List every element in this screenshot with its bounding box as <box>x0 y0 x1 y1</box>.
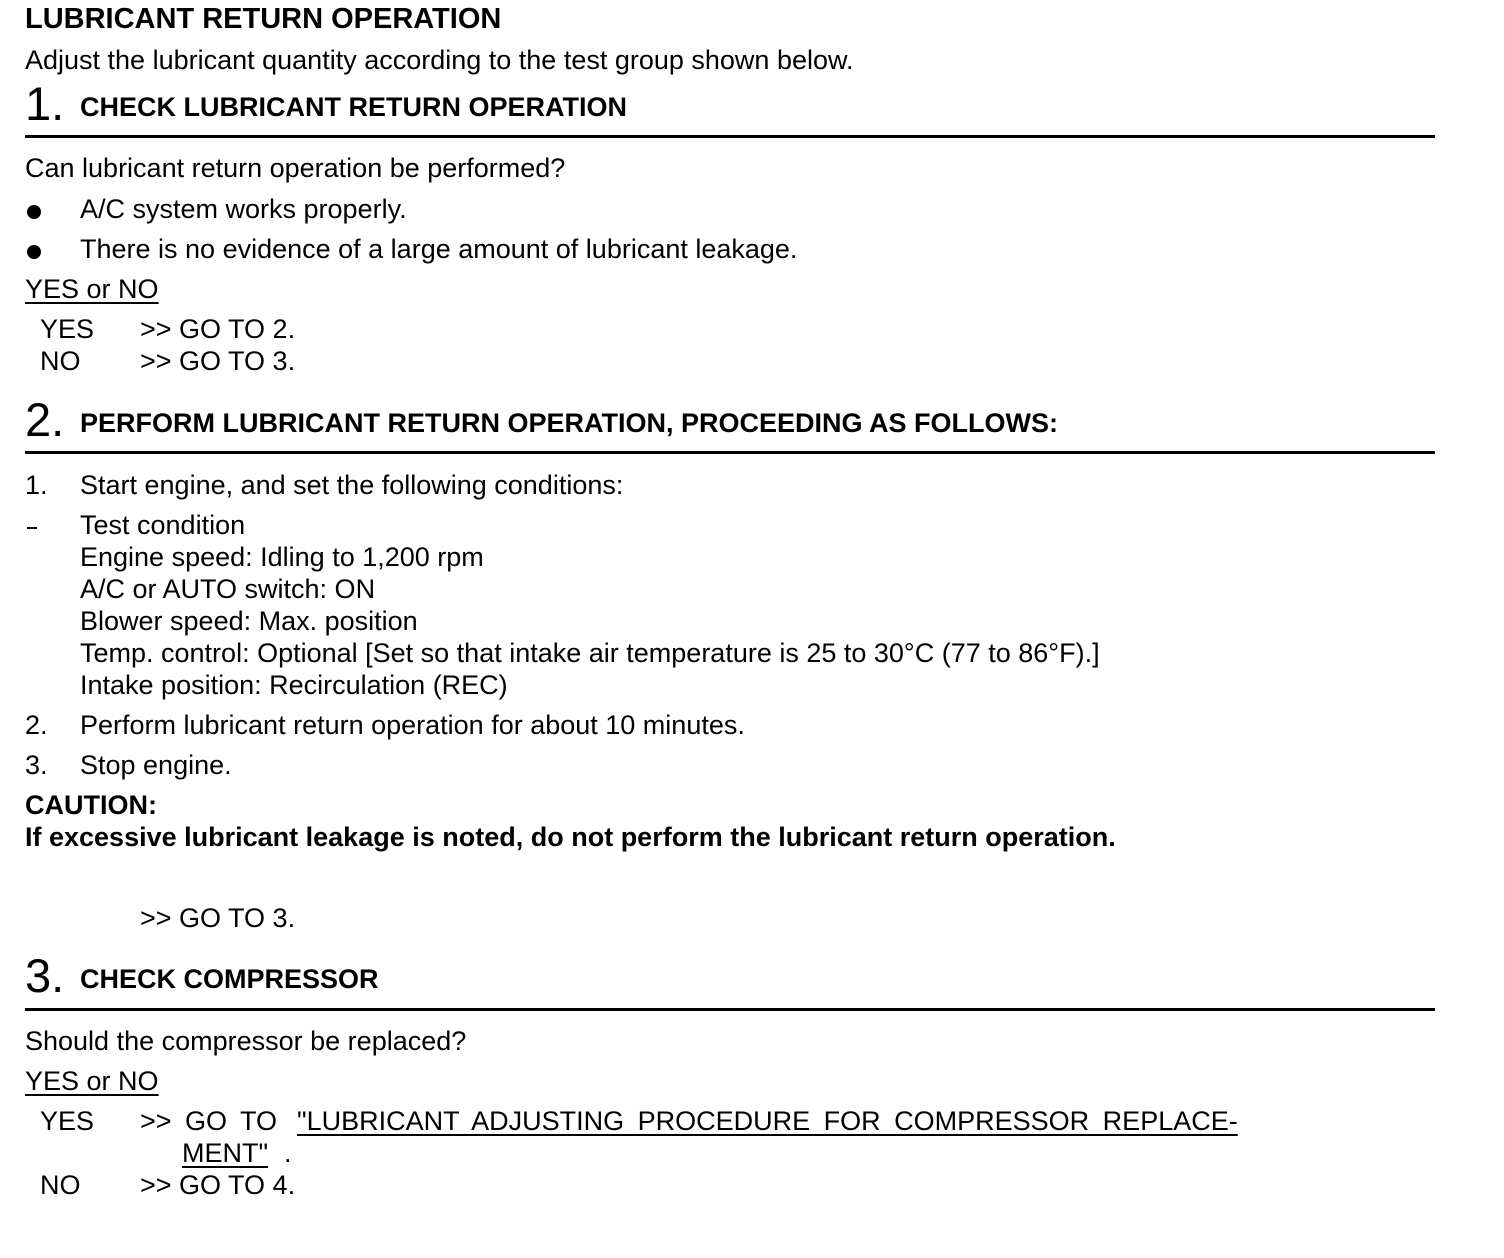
step-3-answer-no-label: NO <box>40 1170 81 1200</box>
step-1-heading: CHECK LUBRICANT RETURN OPERATION <box>80 92 627 122</box>
step-2-item-text: Stop engine. <box>80 750 232 780</box>
step-1-number: 1. <box>25 77 65 130</box>
step-1-bullet: There is no evidence of a large amount of lubricant leakage. <box>80 234 798 264</box>
condition-line: Engine speed: Idling to 1,200 rpm <box>80 542 484 572</box>
step-1-question: Can lubricant return operation be performed? <box>25 153 566 183</box>
caution-text: If excessive lubricant leakage is noted, do not perform the lubricant return operation. <box>25 822 1116 852</box>
step-2-rule <box>25 451 1435 454</box>
condition-line: A/C or AUTO switch: ON <box>80 574 376 604</box>
step-3-number: 3. <box>25 949 65 1002</box>
step-1-answer-no-action: >> GO TO 3. <box>140 346 296 376</box>
step-3-yes-or-no: YES or NO <box>25 1066 159 1096</box>
step-2-item-text: Perform lubricant return operation for about 10 minutes. <box>80 710 745 740</box>
step-3-answer-yes-label: YES <box>40 1106 95 1136</box>
step-2-item-marker: 2. <box>25 710 48 740</box>
step-2-item-marker: 3. <box>25 750 48 780</box>
condition-line: Temp. control: Optional [Set so that intake air temperature is 25 to 30°C (77 to 86°F).] <box>80 638 1100 668</box>
step-3-question: Should the compressor be replaced? <box>25 1026 467 1056</box>
bullet-dot-icon <box>27 245 41 259</box>
compressor-replacement-link[interactable]: "LUBRICANT ADJUSTING PROCEDURE FOR COMPRESSOR REPLACE- <box>297 1106 1238 1136</box>
step-3-rule <box>25 1008 1435 1011</box>
step-2-heading: PERFORM LUBRICANT RETURN OPERATION, PROCEEDING AS FOLLOWS: <box>80 408 1058 438</box>
compressor-replacement-link-cont[interactable]: MENT" <box>182 1138 269 1168</box>
document-title: LUBRICANT RETURN OPERATION <box>25 3 502 35</box>
caution-label: CAUTION: <box>25 790 157 820</box>
step-3-answer-yes-suffix: . <box>284 1138 292 1168</box>
step-1-answer-yes-label: YES <box>40 314 95 344</box>
dash-icon <box>27 527 37 529</box>
step-3-answer-no-action: >> GO TO 4. <box>140 1170 296 1200</box>
step-1-answer-yes-action: >> GO TO 2. <box>140 314 296 344</box>
step-2-item-text: Start engine, and set the following conditions: <box>80 470 624 500</box>
step-1-bullet: A/C system works properly. <box>80 194 407 224</box>
condition-line: Blower speed: Max. position <box>80 606 418 636</box>
step-1-yes-or-no: YES or NO <box>25 274 159 304</box>
step-3-answer-yes-prefix: >> GO TO <box>140 1106 278 1136</box>
step-1-answer-no-label: NO <box>40 346 81 376</box>
step-2-item-marker: 1. <box>25 470 48 500</box>
intro-text: Adjust the lubricant quantity according to the test group shown below. <box>25 45 854 75</box>
step-2-number: 2. <box>25 393 65 446</box>
step-1-rule <box>25 135 1435 138</box>
step-2-goto: >> GO TO 3. <box>140 903 296 933</box>
condition-line: Test condition <box>80 510 246 540</box>
condition-line: Intake position: Recirculation (REC) <box>80 670 508 700</box>
bullet-dot-icon <box>27 205 41 219</box>
step-3-heading: CHECK COMPRESSOR <box>80 964 379 994</box>
